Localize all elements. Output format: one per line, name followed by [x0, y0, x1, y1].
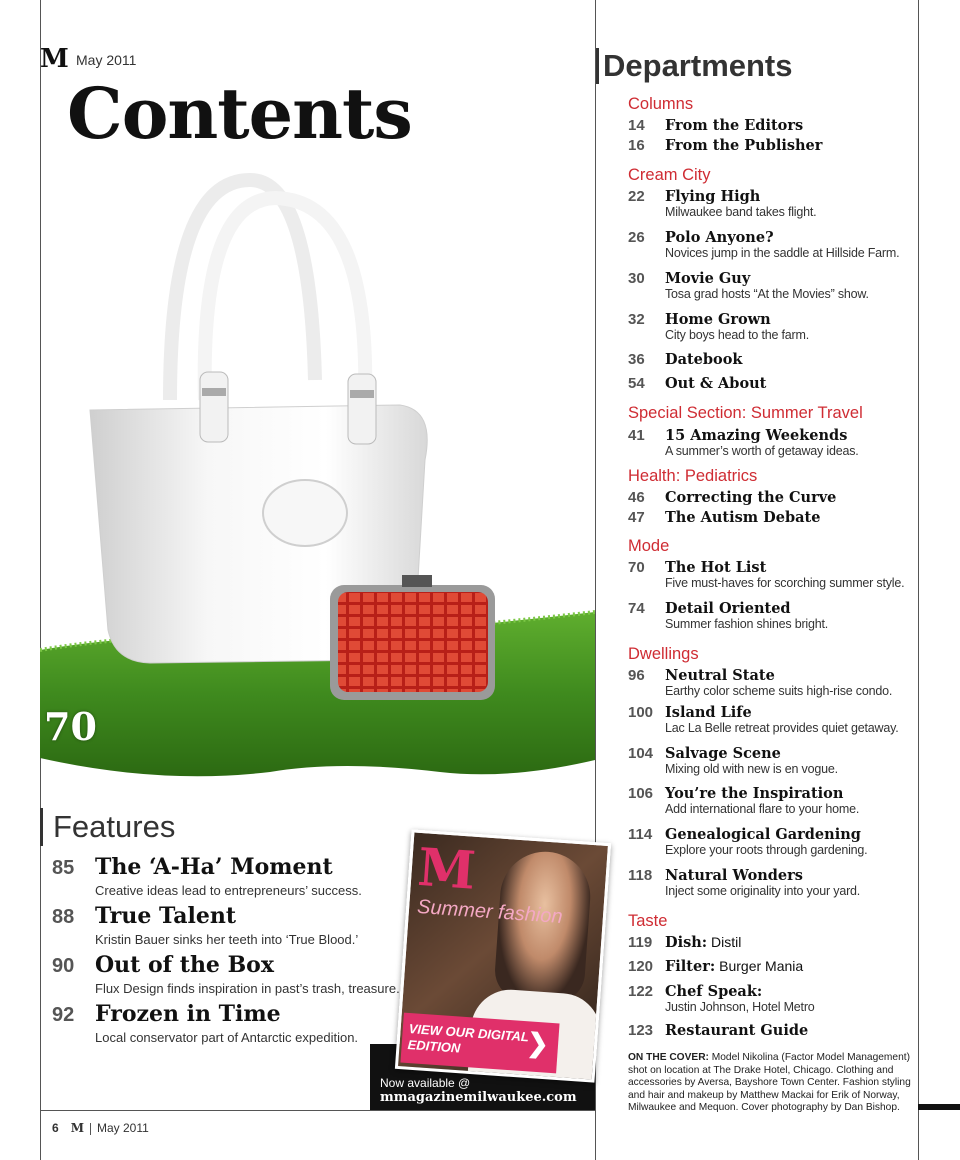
entry-title[interactable] [665, 934, 741, 951]
feature-description: Flux Design finds inspiration in past’s trash, treasure. [95, 981, 400, 996]
folio-logo: M [70, 1121, 84, 1135]
entry-description: Mixing old with new is en vogue. [665, 762, 838, 776]
cover-logo: M [415, 836, 478, 902]
entry-description: Milwaukee band takes flight. [665, 205, 817, 219]
entry-title[interactable] [665, 958, 803, 975]
entry-title[interactable]: Island Life [665, 704, 752, 721]
entry-title[interactable]: Home Grown [665, 311, 771, 328]
entry-page-number: 104 [628, 745, 654, 762]
entry-description: Justin Johnson, Hotel Metro [665, 1000, 815, 1014]
entry-title[interactable]: Correcting the Curve [665, 489, 837, 506]
cover-credit-text: Model Nikolina (Factor Model Management) shot on location at The Drake Hotel, Chicago. Clothing and accessories by Aversa, Bayshore Town Center. Fashion styling and hair and makeup by Matthew Mackai for Erik of Norway, Milwaukee and Mequon. Cover photography by Dan Bishop. [628, 1052, 911, 1113]
entry-title-plain: Burger Mania [715, 958, 804, 974]
entry-title[interactable]: Detail Oriented [665, 600, 791, 617]
entry-page-number: 106 [628, 785, 654, 802]
entry-title[interactable]: Movie Guy [665, 270, 751, 287]
page-title: Contents [67, 72, 412, 155]
folio-divider [90, 1123, 91, 1135]
right-margin-rule [918, 0, 919, 1160]
entry-page-number: 26 [628, 229, 645, 246]
entry-page-number: 70 [628, 559, 645, 576]
section-heading-cream-city: Cream City [628, 166, 711, 184]
entry-title[interactable]: Out & About [665, 375, 767, 392]
entry-title[interactable]: Flying High [665, 188, 761, 205]
entry-description: Add international flare to your home. [665, 802, 860, 816]
entry-title[interactable]: Natural Wonders [665, 867, 803, 884]
entry-title[interactable]: Salvage Scene [665, 745, 781, 762]
entry-title-bold: Dish: [665, 934, 708, 951]
section-heading-health-pediatrics: Health: Pediatrics [628, 467, 758, 485]
entry-description: Five must-haves for scorching summer style. [665, 576, 905, 590]
feature-page-number: 92 [52, 1004, 75, 1026]
page-edge-bar [918, 1104, 960, 1110]
features-heading: Features [40, 808, 175, 846]
entry-page-number: 36 [628, 351, 645, 368]
entry-description: Earthy color scheme suits high-rise condo. [665, 684, 893, 698]
entry-page-number: 122 [628, 983, 654, 1000]
entry-description: A summer’s worth of getaway ideas. [665, 444, 859, 458]
entry-title[interactable]: From the Editors [665, 117, 804, 134]
feature-page-number: 88 [52, 906, 75, 928]
folio-page-number: 6 [52, 1121, 59, 1135]
photo-page-number: 70 [44, 704, 97, 749]
entry-page-number: 96 [628, 667, 645, 684]
feature-title[interactable]: Frozen in Time [95, 1001, 281, 1027]
feature-title[interactable]: The ‘A-Ha’ Moment [95, 854, 333, 880]
entry-page-number: 30 [628, 270, 645, 287]
on-the-cover-credit [628, 1052, 918, 1115]
entry-description: Explore your roots through gardening. [665, 843, 868, 857]
entry-description: Inject some originality into your yard. [665, 884, 861, 898]
entry-title[interactable]: The Autism Debate [665, 509, 821, 526]
feature-description: Creative ideas lead to entrepreneurs’ success. [95, 883, 362, 898]
entry-page-number: 14 [628, 117, 645, 134]
handbag-photo-illustration [40, 160, 595, 800]
section-heading-summer-travel: Special Section: Summer Travel [628, 404, 863, 422]
feature-description: Local conservator part of Antarctic expedition. [95, 1030, 359, 1045]
entry-title[interactable]: From the Publisher [665, 137, 823, 154]
entry-page-number: 47 [628, 509, 645, 526]
digital-edition-link[interactable]: mmagazinemilwaukee.com [380, 1090, 577, 1105]
entry-page-number: 54 [628, 375, 645, 392]
page-footer [52, 1121, 149, 1135]
entry-description: Novices jump in the saddle at Hillside Farm. [665, 246, 900, 260]
entry-title[interactable]: The Hot List [665, 559, 767, 576]
entry-page-number: 41 [628, 427, 645, 444]
feature-page-number: 90 [52, 955, 75, 977]
section-heading-dwellings: Dwellings [628, 645, 699, 663]
magazine-logo: M [40, 44, 68, 74]
entry-page-number: 119 [628, 934, 653, 951]
folio-issue: May 2011 [96, 1121, 149, 1135]
footer-rule [40, 1110, 596, 1111]
feature-description: Kristin Bauer sinks her teeth into ‘True Blood.’ [95, 932, 359, 947]
entry-title[interactable]: 15 Amazing Weekends [665, 427, 848, 444]
cover-photo [40, 160, 595, 800]
entry-page-number: 114 [628, 826, 653, 843]
now-available-label: Now available @ [380, 1076, 471, 1090]
section-heading-mode: Mode [628, 537, 670, 555]
cover-subtitle: Summer fashion [416, 895, 564, 929]
entry-description: Summer fashion shines bright. [665, 617, 829, 631]
view-digital-edition-banner[interactable]: VIEW OUR DIGITAL EDITION [400, 1013, 559, 1074]
entry-page-number: 74 [628, 600, 645, 617]
section-heading-columns: Columns [628, 95, 694, 113]
entry-page-number: 22 [628, 188, 645, 205]
feature-title[interactable]: Out of the Box [95, 952, 274, 978]
entry-title[interactable]: You’re the Inspiration [665, 785, 844, 802]
cover-credit-label: ON THE COVER: [628, 1052, 709, 1063]
chevron-right-icon[interactable]: ❯ [526, 1027, 550, 1059]
feature-title[interactable]: True Talent [95, 903, 237, 929]
entry-title-plain: Distil [707, 934, 742, 950]
issue-date: May 2011 [76, 52, 137, 68]
entry-page-number: 123 [628, 1022, 654, 1039]
entry-page-number: 32 [628, 311, 645, 328]
entry-title[interactable]: Genealogical Gardening [665, 826, 861, 843]
entry-title[interactable]: Polo Anyone? [665, 229, 774, 246]
entry-title-bold: Filter: [665, 958, 716, 975]
entry-description: City boys head to the farm. [665, 328, 809, 342]
section-heading-taste: Taste [628, 912, 668, 930]
entry-page-number: 46 [628, 489, 645, 506]
entry-title[interactable]: Restaurant Guide [665, 1022, 809, 1039]
entry-title[interactable]: Neutral State [665, 667, 775, 684]
feature-page-number: 85 [52, 857, 75, 879]
entry-page-number: 120 [628, 958, 654, 975]
departments-heading: Departments [596, 48, 793, 84]
entry-page-number: 100 [628, 704, 654, 721]
entry-description: Lac La Belle retreat provides quiet getaway. [665, 721, 899, 735]
entry-page-number: 16 [628, 137, 645, 154]
entry-description: Tosa grad hosts “At the Movies” show. [665, 287, 869, 301]
entry-title[interactable]: Datebook [665, 351, 743, 368]
entry-title[interactable]: Chef Speak: [665, 983, 763, 1000]
entry-page-number: 118 [628, 867, 653, 884]
